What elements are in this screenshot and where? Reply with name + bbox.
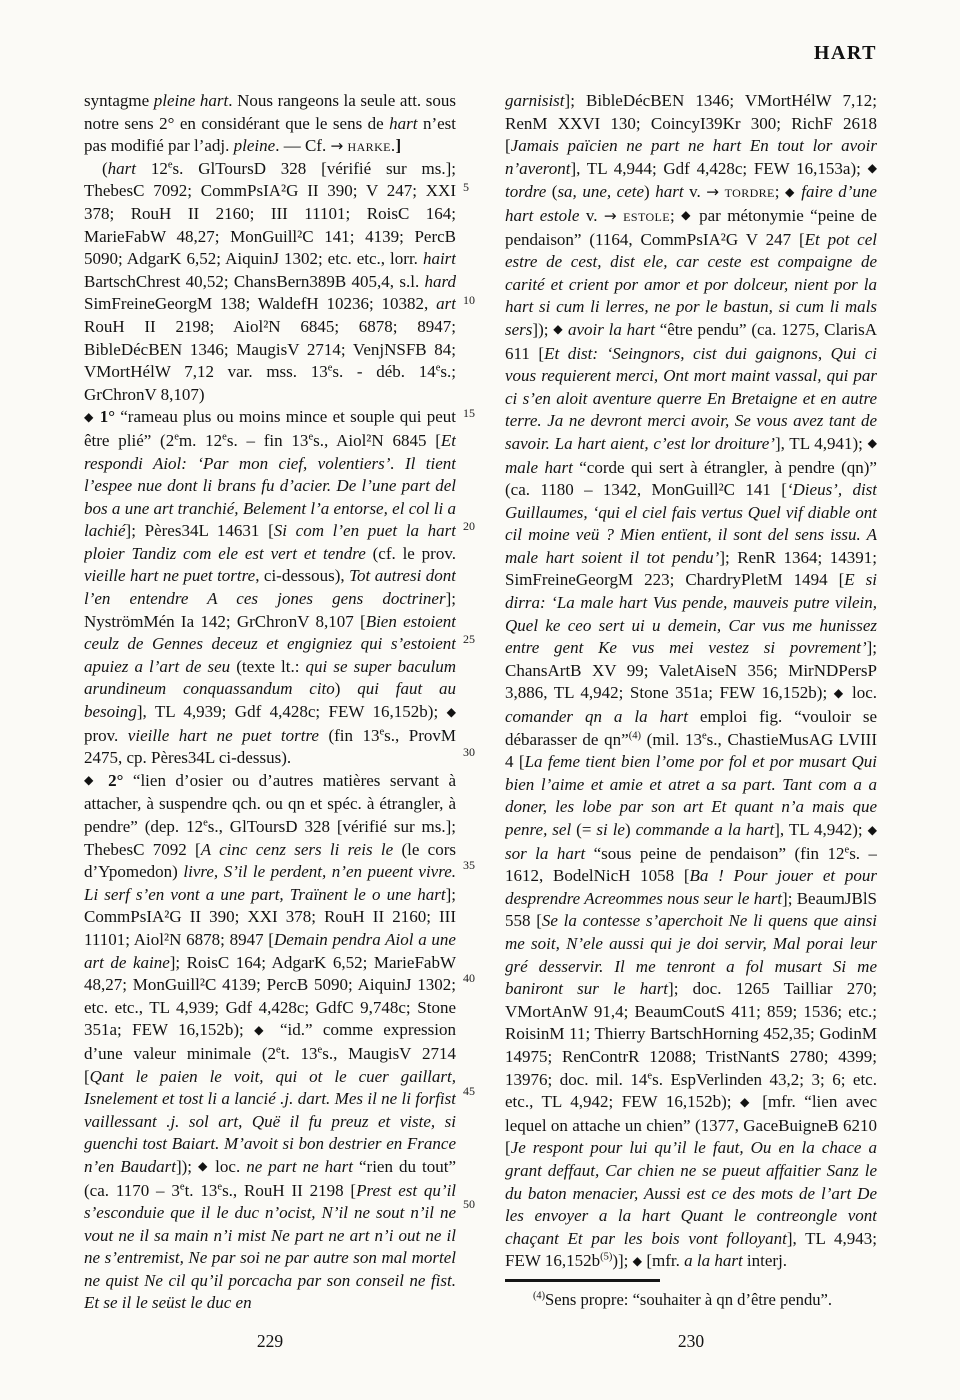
paragraph: garnisist]; BibleDécBEN 1346; VMortHélW 7,12; RenM XXVI 130; CoincyI39Kr 300; RichF 2618 [Jamais païcien ne part ne hart En tout lor avoir n’averont], TL 4,944; Gdf 4,428c; FEW 16,153a); ◆ tordre (sa, une, cete) hart v. → tordre; ◆ faire d’une hart estole v. → estole; ◆ par métonymie “peine de pendaison” (1164, CommPsIA²G V 247 [Et pot cel estre de cest, dist ele, car ceste est compaigne de carité et crient por amor et por dolceur, nient por la hart si cum li lerres, ne por le bastun, si cum li mals sers]); ◆ avoir la hart “être pendu” (ca. 1275, ClarisA 611 [Et dist: ‘Seingnors, cist dui gaignons, Qui ci vous requierent merci, Ont mort maint vassal, qui par ci s’en aloit aventure querre En Bretaigne et en autre terre. Ja ne devront merci avoir, Se vous avez tant de savoir. La hart aient, c’est lor droiture’], TL 4,941); ◆ male hart “corde qui sert à étrangler, à pendre (qn)” (ca. 1180 – 1342, MonGuill²C 141 [‘Dieus’, dist Guillaumes, ‘qui el ciel fais vertus Quel vif diable ont cil moine veü ? Mien entïent, il sont del sens issu. A male hart soient il tot pendu’]; RenR 1364; 14391; SimFreineGeorgM 223; ChardryPletM 1494 [E si dirra: ‘La male hart Vus pende, mauveis putre vilein, Quel ke ceo sert ui u demein, Car vus me hunissez entre gent Ke vus mei vestez si povrement’]; ChansArtB XV 99; ValetAiseN 356; MirNDPersP 3,886, TL 4,942; Stone 351a; FEW 16,152b); ◆ loc. comander qn a la hart emploi fig. “vouloir se débarasser de qn”$^{(4)}$ (mil. 13es., ChastieMusAG LVIII 4 [La feme tient bien l’ome por fol et por musart Qui bien l’aime et amie et atret a sa part. Tant com a a doner, les lobe par son art Et quant n’a mais que penre, sel (= si le) commande a la hart], TL 4,942); ◆ sor la hart “sous peine de pendaison” (fin 12es. – 1612, BodelNicH 1058 [Ba ! Pour jouer et pour desprendre Acreommes nous seur le hart]; BeaumJBlS 558 [Se la contesse s’aperchoit Ne li quens que ainsi me soit, N’ele aussi qui je doi servir, Mal porai leur gré desservir. Il me tenront a fol musart Si me baniront sur le hart]; doc. 1265 Tailliar 270; VMortAnW 91,4; BeaumCoutS 411; 859; 1536; etc.; RoisinM 11; Thierry BartschHorning 452,35; GodinM 14975; RenContrR 12088; TristNantS 2780; 4399; 13976; doc. mil. 14es. EspVerlinden 43,2; 3; 6; etc. etc., TL 4,942; FEW 16,152b); ◆ [mfr. “lien avec lequel on attache un chien” (1377, GaceBuigneB 6210 [Je respont pour lui qu’il le faut, Ou en la chace a grant deffaut, Car chien ne se pueut affaitier Sanz le du baton menacier, Aussi est ce des mots de l’art De les envoyer a la hart Quant le contreongle vont chaçant Et par les bois vont folloyant], TL 4,943; FEW $16,152b^{(5)}$)]; ◆ [mfr. a la hart interj.	[505, 91, 877, 1270]
superscript-e: e	[217, 1180, 223, 1192]
right-text-column	[505, 90, 877, 1270]
diamond-sense-marker: ◆	[867, 436, 877, 451]
superscript-e: e	[435, 362, 441, 374]
cross-reference-arrow-icon: →	[706, 183, 720, 202]
superscript-e: e	[379, 725, 385, 737]
superscript-e: e	[701, 729, 707, 741]
diamond-sense-marker: ◆	[867, 161, 877, 176]
diamond-sense-marker: ◆	[632, 1253, 643, 1268]
superscript-e: e	[174, 431, 179, 443]
superscript-e: e	[308, 431, 314, 443]
line-number-gutter	[463, 90, 493, 1330]
footnote	[505, 1289, 877, 1310]
margin-line-number: 30	[463, 745, 475, 760]
diamond-sense-marker: ◆	[867, 822, 877, 837]
diamond-sense-marker: ◆	[198, 1159, 210, 1174]
diamond-sense-marker: ◆	[553, 322, 564, 337]
page-number-left: 229	[256, 1331, 284, 1351]
paragraph: ◆ 2° “lien d’osier ou d’autres matières servant à attacher, à suspendre qch. ou qn et spéc. à étrangler, à pendre” (dep. 12es., GlToursD 328 [vérifié sur ms.]; ThebesC 7092 [A cinc cenz sers li reis le (le cors d’Ypomedon) livre, S’il le perdent, n’en pueent vivre. Li serf s’en vont a une part, Traïnent le o une hart]; CommPsIA²G II 390; XXI 378; RouH II 2160; III 11101; Aiol²N 6878; 8947 [Demain pendra Aiol a une art de kaine]; RoisC 164; AdgarK 6,52; MarieFabW 48,27; MonGuill²C 4139; PercB 5090; AiquinJ 1302; etc. etc., TL 4,939; Gdf 4,428c; GdfC 9,748c; Stone 351a; FEW 16,152b); ◆ “id.” comme expression d’une valeur minimale (2et. 13es., MaugisV 2714 [Qant le paien le voit, qui ot le cuer gaillart, Isnelement et tost li a lancié .j. dart. Mes il ne li forfist vaillessant .j. sol art, Quë il fu preuz et viste, si guenchi tost Baiart. M’avoit si bon destrier en France n’en Baudart]); ◆ loc. ne part ne hart “rien du tout” (ca. 1170 – 3et. 13es., RouH II 2198 [Prest est qu’il s’esconduie que il le duc n’ocist, N’il ne sout n’il ne vout ne il sa main n’i mist Ne part ne art n’i out ne il ne s’entremist, Ne par soi ne par autre son mal mortel ne quist Ne cil qu’il porcacha par son conseil ne fist. Et se il le seüst le duc en	[84, 770, 456, 1313]
superscript-e: e	[647, 1069, 653, 1081]
margin-line-number: 40	[463, 971, 475, 986]
margin-line-number: 35	[463, 858, 475, 873]
paragraph: (hart 12es. GlToursD 328 [vérifié sur ms.]; ThebesC 7092; CommPsIA²G II 390; V 247; XXI 378; RouH II 2160; III 11101; RoisC 164; MarieFabW 48,27; MonGuill²C 141; 4139; PercB 5090; AdgarK 6,52; AiquinJ 1302; etc. etc., lorr. hairt BartschChrest 40,52; ChansBern389B 405,4, s.l. hard SimFreineGeorgM 138; WaldefH 10236; 10382, art RouH II 2198; Aiol²N 6845; 6878; 8947; BibleDécBEN 1346; MaugisV 2714; VenjNSFB 84; VMortHélW 7,12 var. mss. 13es. - déb. 14es.; GrChronV 8,107)	[84, 158, 456, 404]
superscript-e: e	[276, 1044, 281, 1056]
paragraph: ◆ 1° “rameau plus ou moins mince et souple qui peut être plié” (2em. 12es. – fin 13es., Aiol²N 6845 [Et respondi Aiol: ‘Par mon cief, volentiers’. Il tient l’espee nue dont li brans fu d’acier. De l’une part del bos a une art tranchié, Belement l’a entorse, el col li a lachié]; Pères34L 14631 [Si com l’en puet la hart ploier Tandiz com ele est vert et tendre (cf. le prov. vieille hart ne puet tortre, ci-dessous), Tot autresi dont l’en entendre A ces jones gens doctriner]; NyströmMén Ia 142; GrChronV 8,107 [Bien estoient ceulz de Gennes deceuz et engigniez qui s’estoient apuiez a l’art de seu (texte lt.: qui se super baculum arundineum conquassandum cito) qui faut au besoing], TL 4,939; Gdf 4,428c; FEW 16,152b); ◆ prov. vieille hart ne puet tortre (fin 13es., ProvM 2475, cp. Pères34L ci-dessus).	[84, 407, 456, 768]
superscript-e: e	[167, 159, 173, 171]
margin-line-number: 50	[463, 1197, 475, 1212]
diamond-sense-marker: ◆	[785, 184, 796, 199]
paragraph: syntagme pleine hart. Nous rangeons la seule att. sous notre sens 2° en considérant que le sens de hart n’est pas modifié par l’adj. pleine. — Cf. → harke.]	[84, 91, 456, 156]
footnote-marker: (5)	[600, 1251, 613, 1263]
superscript-e: e	[844, 843, 850, 855]
footnote-marker: (4)	[533, 1290, 545, 1302]
superscript-e: e	[317, 1044, 323, 1056]
footnote-divider-rule	[505, 1279, 660, 1282]
margin-line-number: 25	[463, 632, 475, 647]
superscript-e: e	[203, 817, 208, 829]
diamond-sense-marker: ◆	[84, 409, 95, 424]
margin-line-number: 45	[463, 1084, 475, 1099]
cross-reference-arrow-icon: →	[330, 137, 344, 156]
cross-reference-arrow-icon: →	[603, 206, 617, 225]
superscript-e: e	[327, 362, 333, 374]
page-number-right: 230	[677, 1331, 705, 1351]
entry-headword-title: HART	[813, 42, 877, 64]
footnote-marker: (4)	[628, 729, 641, 741]
margin-line-number: 15	[463, 406, 475, 421]
superscript-e: e	[222, 431, 227, 443]
diamond-sense-marker: ◆	[740, 1094, 754, 1109]
diamond-sense-marker: ◆	[446, 704, 456, 719]
diamond-sense-marker: ◆	[84, 773, 99, 788]
paragraph: $^{(4)}$Sens propre: “souhaiter à qn d’être pendu”.	[533, 1290, 833, 1309]
margin-line-number: 10	[463, 293, 475, 308]
diamond-sense-marker: ◆	[681, 208, 693, 223]
diamond-sense-marker: ◆	[254, 1022, 270, 1037]
left-text-column	[84, 90, 456, 1322]
superscript-e: e	[179, 1180, 185, 1192]
margin-line-number: 5	[463, 180, 469, 195]
margin-line-number: 20	[463, 519, 475, 534]
diamond-sense-marker: ◆	[833, 685, 846, 700]
